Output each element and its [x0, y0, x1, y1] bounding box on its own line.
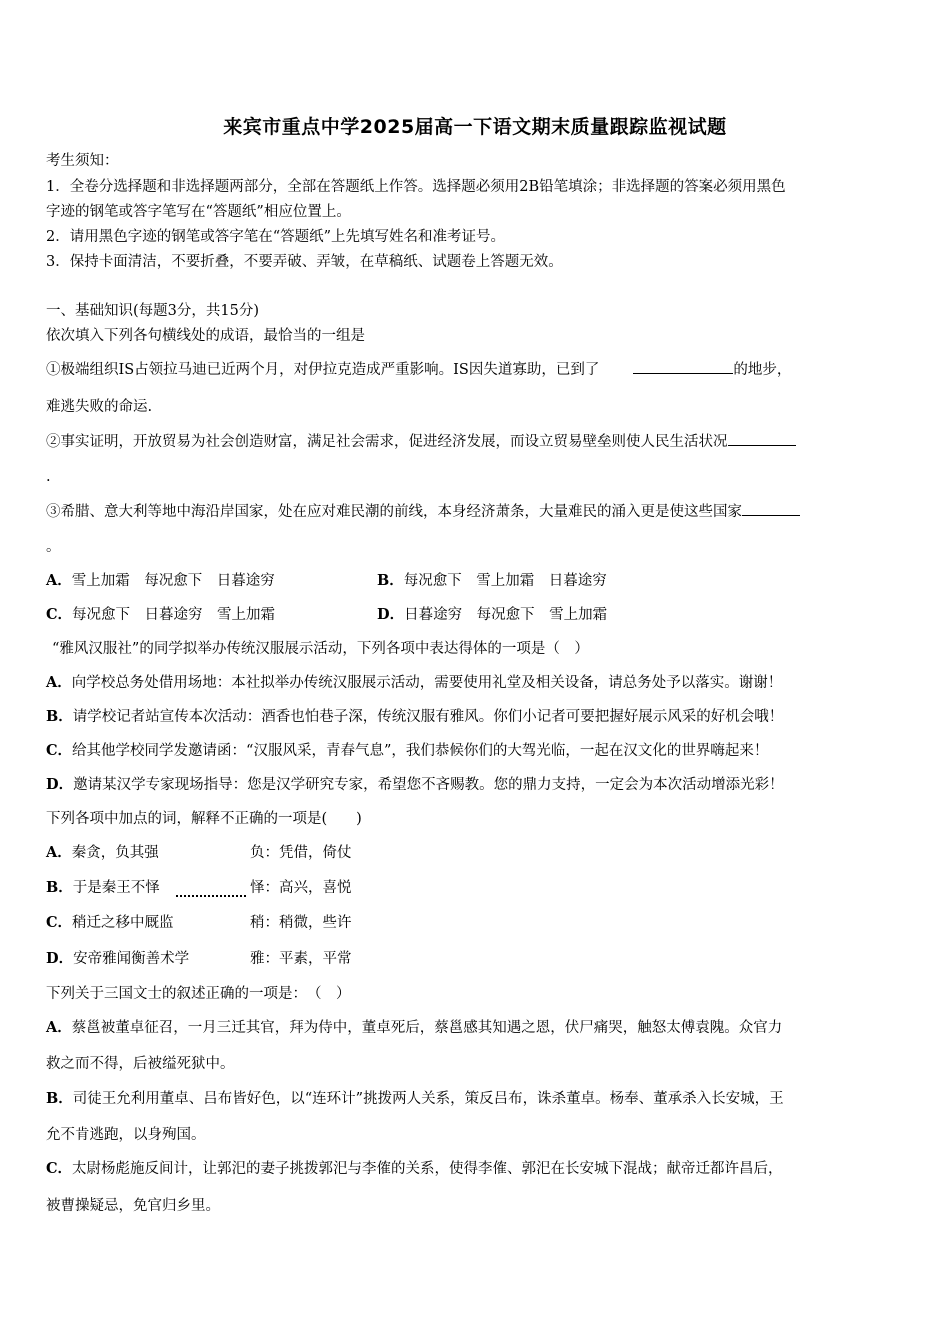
q4-option-c [46, 1159, 783, 1179]
q3-option-b-letter: B． [46, 879, 73, 896]
q2-option-d [46, 775, 784, 795]
q1-s3-text: ③希腊、意大利等地中海沿岸国家，处在应对难民潮的前线，本身经济萧条，大量难民的涌入更是使这些国家 [46, 504, 742, 520]
notice-item-1-cont: 字迹的钢笔或答字笔写在“答题纸”相应位置上。 [46, 204, 351, 220]
q1-s2-text: ②事实证明，开放贸易为社会创造财富，满足社会需求，促进经济发展，而设立贸易壁垒则使人民生活状况 [46, 434, 728, 450]
q3-option-b-def: 怿：高兴，喜悦 [250, 880, 352, 896]
q2-option-a-letter: A． [46, 674, 72, 691]
q3-option-d-def: 雅：平素，平常 [250, 951, 352, 967]
q1-option-a-text: 雪上加霜 每况愈下 日暮途穷 [71, 573, 275, 589]
q3-option-c-letter: C． [46, 914, 73, 931]
q4-option-c-text: 太尉杨彪施反间计，让郭汜的妻子挑拨郭汜与李傕的关系，使得李傕、郭汜在长安城下混战；献帝迁都许昌后， [72, 1161, 783, 1177]
q1-option-c-letter: C． [46, 606, 73, 623]
q2-option-b [46, 707, 783, 727]
q4-option-b-letter: B． [46, 1090, 73, 1107]
q1-option-a-letter: A． [46, 572, 72, 589]
q2-option-c-letter: C． [46, 742, 73, 759]
q3-option-d-text: 安帝雅闻衡善术学 [73, 951, 190, 967]
q4-option-c-letter: C． [46, 1160, 73, 1177]
q2-option-b-text: 请学校记者站宣传本次活动：酒香也怕巷子深，传统汉服有雅风。你们小记者可要把握好展示风采的好机会哦！ [72, 709, 784, 725]
q1-s1-end: 的地步， [733, 362, 792, 378]
q3-stem: 下列各项中加点的词，解释不正确的一项是( ) [46, 811, 362, 827]
q2-option-d-text: 邀请某汉学专家现场指导：您是汉学研究专家，希望您不吝赐教。您的鼎力支持，一定会为本次活动增添光彩！ [73, 777, 784, 793]
q1-blank-2 [728, 431, 796, 446]
q2-option-a-text: 向学校总务处借用场地：本社拟举办传统汉服展示活动，需要使用礼堂及相关设备，请总务处予以落实。谢谢！ [71, 675, 783, 691]
q1-option-c-text: 每况愈下 日暮途穷 雪上加霜 [72, 607, 276, 623]
q4-option-a [46, 1018, 782, 1038]
q1-sentence-3 [46, 501, 800, 522]
q1-option-b-text: 每况愈下 雪上加霜 日暮途穷 [403, 573, 607, 589]
q1-sentence-2 [46, 431, 796, 452]
q1-sentence-1-cont: 难逃失败的命运. [46, 399, 153, 415]
emphasis-dots [176, 895, 246, 897]
q3-option-d [46, 949, 189, 969]
notice-item-3: 3．保持卡面清洁，不要折叠，不要弄破、弄皱，在草稿纸、试题卷上答题无效。 [46, 254, 563, 270]
q2-stem: “雅风汉服社”的同学拟举办传统汉服展示活动，下列各项中表达得体的一项是（ ） [52, 641, 589, 657]
q1-option-d-letter: D． [377, 606, 405, 623]
notice-heading: 考生须知： [46, 153, 119, 169]
q3-option-b [46, 878, 160, 898]
section-heading: 一、基础知识(每题3分，共15分) [46, 303, 259, 319]
q4-option-b-cont: 允不肯逃跑，以身殉国。 [46, 1127, 206, 1143]
q2-option-b-letter: B． [46, 708, 73, 725]
q1-option-b-letter: B． [377, 572, 404, 589]
q2-option-d-letter: D． [46, 776, 74, 793]
q3-option-b-text: 于是秦王不怿 [72, 880, 160, 896]
q1-blank-1 [633, 359, 733, 374]
notice-item-1: 1．全卷分选择题和非选择题两部分，全部在答题纸上作答。选择题必须用2B铅笔填涂；非选择题的答案必须用黑色 [46, 179, 786, 195]
q1-blank-3 [742, 501, 800, 516]
page-title: 来宾市重点中学2025届高一下语文期末质量跟踪监视试题 [223, 116, 727, 138]
q4-option-b-text: 司徒王允利用董卓、吕布皆好色，以“连环计”挑拨两人关系，策反吕布，诛杀董卓。杨奉、董承杀入长安城，王 [72, 1091, 784, 1107]
q1-sentence-2-end: . [46, 469, 51, 485]
q3-option-a [46, 843, 159, 863]
q2-option-c-text: 给其他学校同学发邀请函：“汉服风采，青春气息”，我们恭候你们的大驾光临，一起在汉文化的世界嗨起来！ [72, 743, 769, 759]
q4-option-c-cont: 被曹操疑忌，免官归乡里。 [46, 1198, 220, 1214]
q1-s1-text: ①极端组织IS占领拉马迪已近两个月，对伊拉克造成严重影响。IS因失道寡助，已到了 [46, 362, 600, 378]
q1-option-a [46, 571, 275, 591]
q4-stem: 下列关于三国文士的叙述正确的一项是： （ ） [46, 986, 351, 1002]
q3-option-d-letter: D． [46, 950, 74, 967]
q1-option-c [46, 605, 275, 625]
q2-option-a [46, 673, 782, 693]
q2-option-c [46, 741, 768, 761]
q3-option-a-letter: A． [46, 844, 72, 861]
q1-stem: 依次填入下列各句横线处的成语，最恰当的一组是 [46, 328, 365, 344]
q3-option-a-text: 秦贪，负其强 [71, 845, 159, 861]
q4-option-a-text: 蔡邕被董卓征召，一月三迁其官，拜为侍中，董卓死后，蔡邕感其知遇之恩，伏尸痛哭，触怒太傅袁隗。众官力 [71, 1020, 783, 1036]
q3-option-a-def: 负：凭借，倚仗 [250, 845, 352, 861]
q1-sentence-1 [46, 359, 791, 380]
q4-option-b [46, 1089, 784, 1109]
q1-sentence-3-end: 。 [46, 539, 61, 555]
q3-option-c-def: 稍：稍微，些许 [250, 915, 352, 931]
q1-option-b [377, 571, 607, 591]
notice-item-2: 2．请用黑色字迹的钢笔或答字笔在“答题纸”上先填写姓名和准考证号。 [46, 229, 506, 245]
q1-option-d [377, 605, 607, 625]
q3-option-c [46, 913, 174, 933]
q4-option-a-cont: 救之而不得，后被缢死狱中。 [46, 1056, 235, 1072]
q4-option-a-letter: A． [46, 1019, 72, 1036]
q3-option-c-text: 稍迁之移中厩监 [72, 915, 174, 931]
q1-option-d-text: 日暮途穷 每况愈下 雪上加霜 [404, 607, 608, 623]
